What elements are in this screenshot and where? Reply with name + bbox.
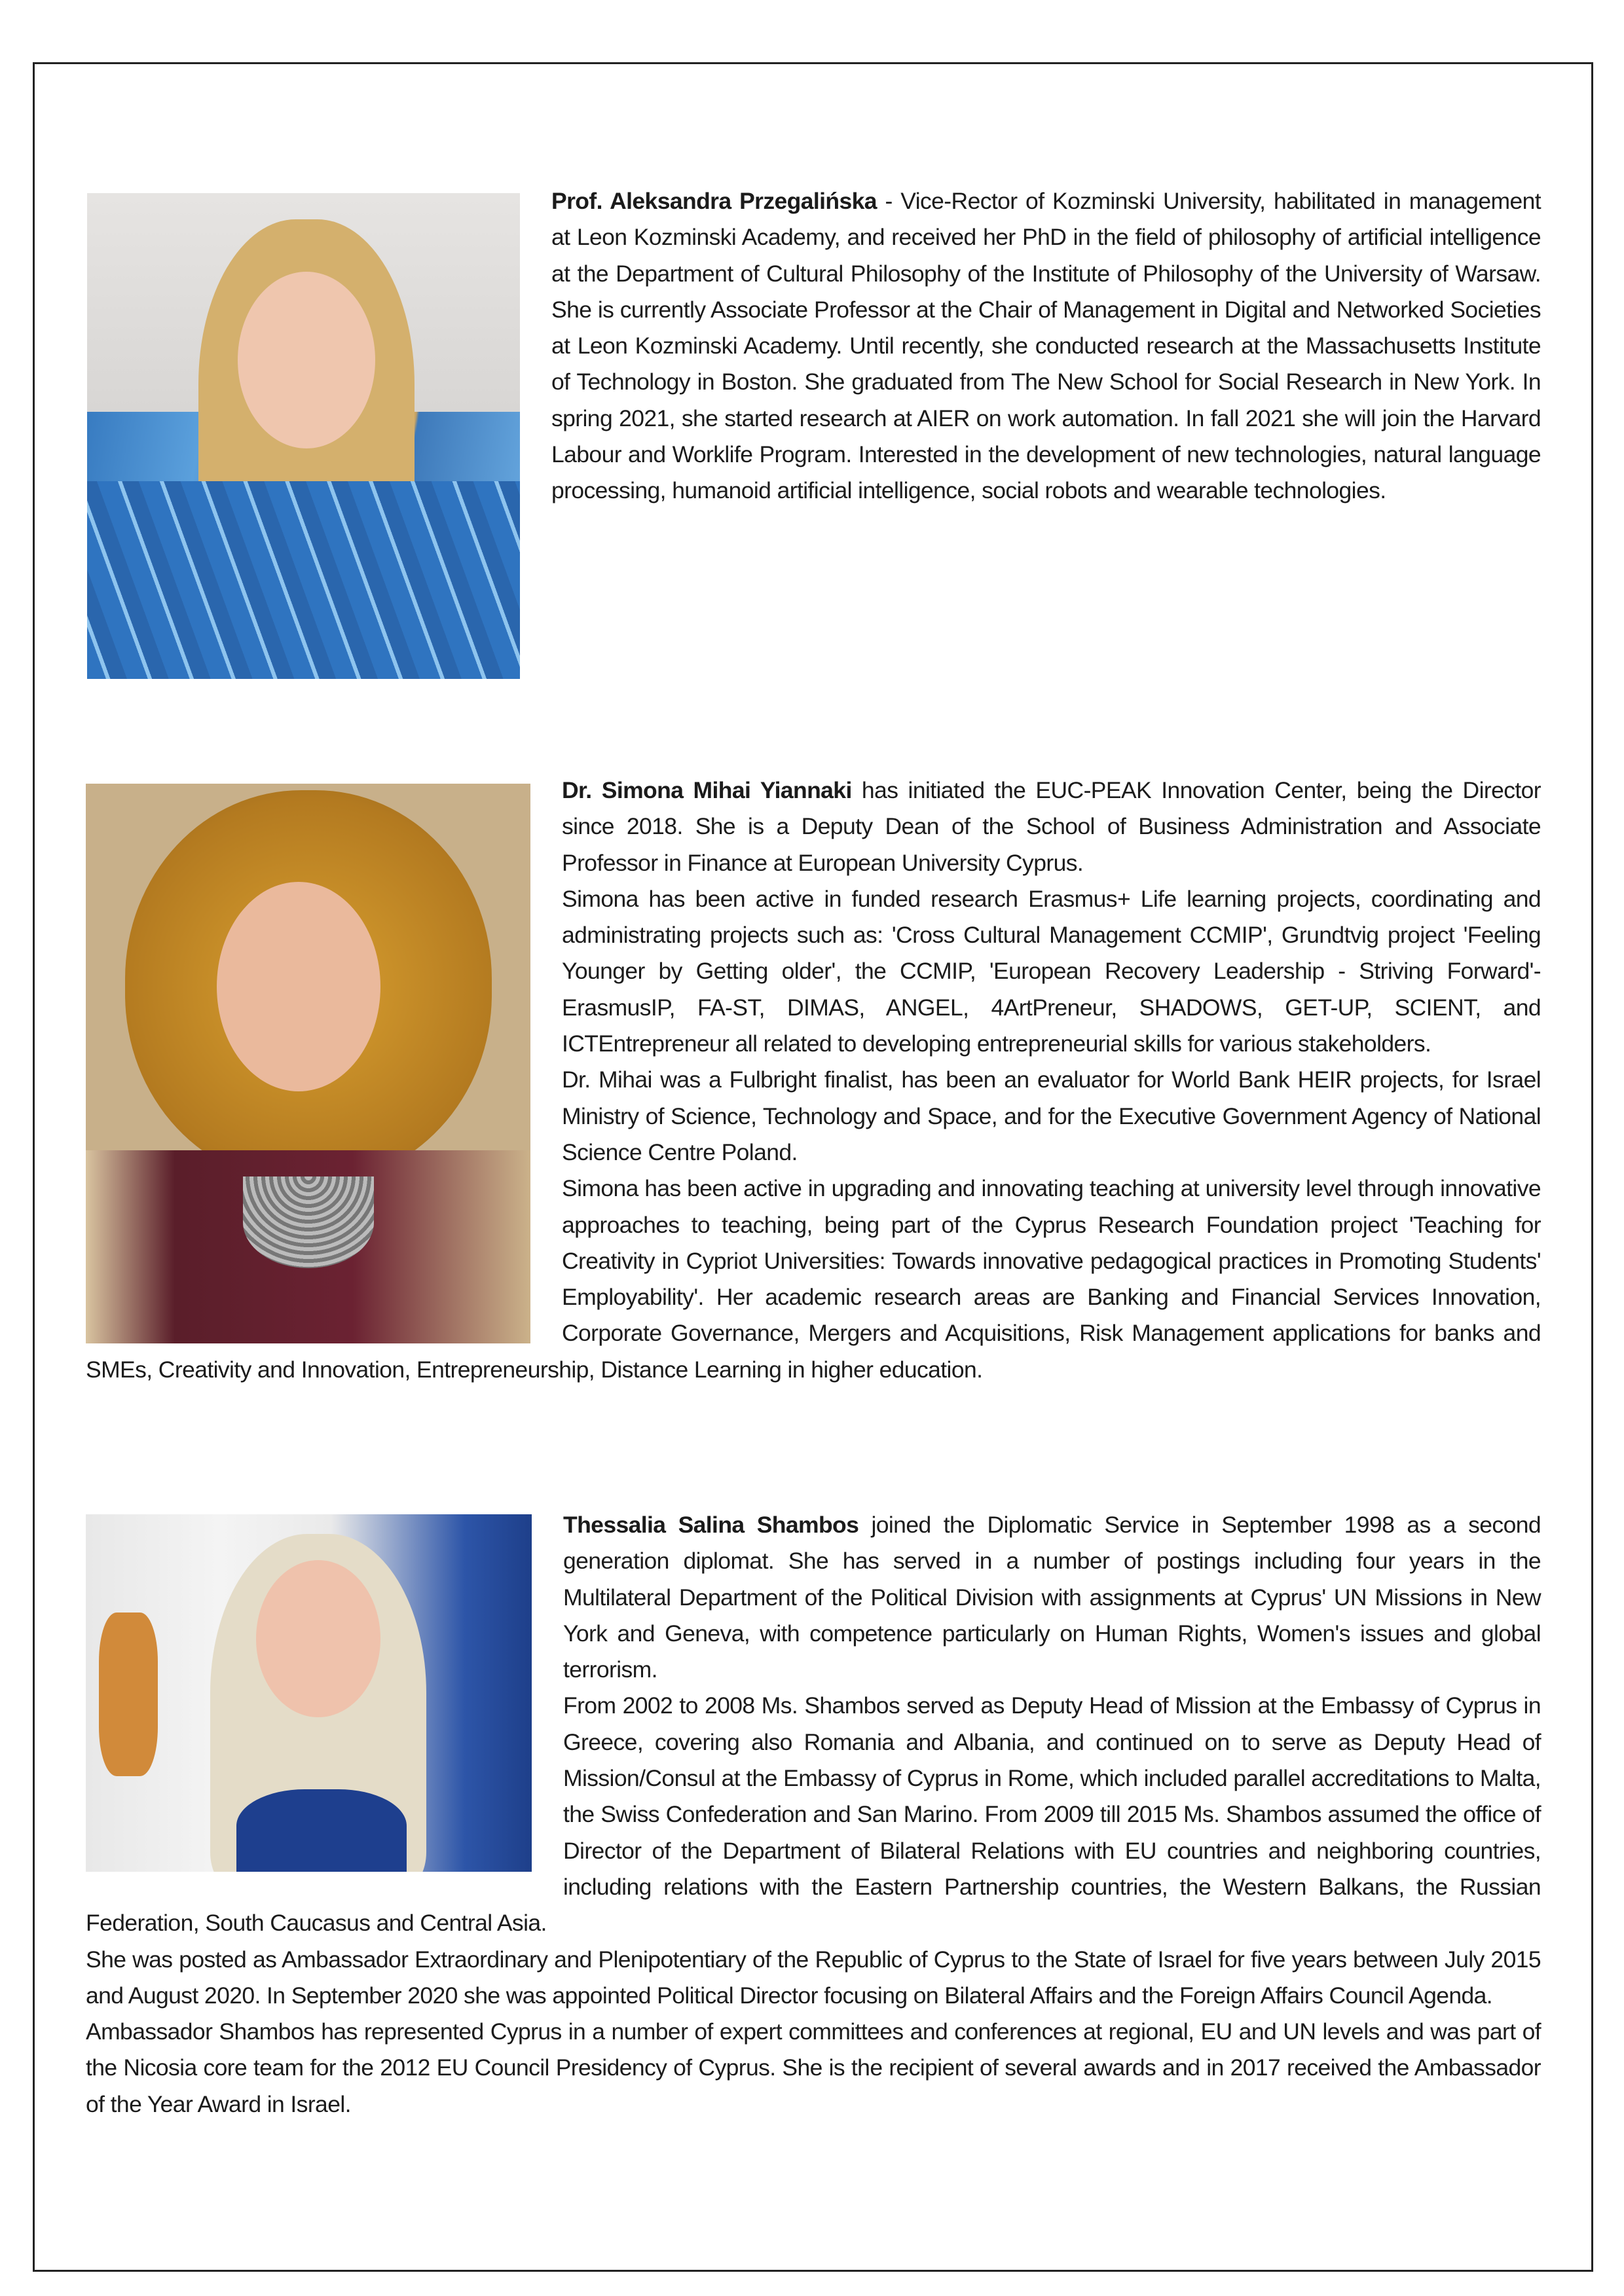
bio-name: Thessalia Salina Shambos — [563, 1512, 859, 1538]
bio-paragraph: Thessalia Salina Shambos joined the Diplomatic Service in September 1998 as a second generation diplomat. She has served in a number of postings including four years in the Multilateral Department of the Political Division with assignments at Cyprus' UN Missions in New York and Geneva, with competence particularly on Human Rights, Women's issues and global terrorism. — [563, 1512, 1541, 1683]
bio-paragraph: She was posted as Ambassador Extraordinary and Plenipotentiary of the Republic of Cyprus to the State of Israel for five years between July 2015 and August 2020. In September 2020 she was appointed Political Director focusing on Bilateral Affairs and the Foreign Affairs Council Agenda. — [86, 1946, 1541, 2009]
bio-yiannaki — [86, 773, 1541, 1388]
bio-paragraph: Prof. Aleksandra Przegalińska - Vice-Rector of Kozminski University, habilitated in management at Leon Kozminski Academy, and received her PhD in the field of philosophy of artificial intelligence at the Department of Cultural Philosophy of the Institute of Philosophy of the University of Warsaw. She is currently Associate Professor at the Chair of Management in Digital and Networked Societies at Leon Kozminski Academy. Until recently, she conducted research at the Massachusetts Institute of Technology in Boston. She graduated from The New School for Social Research in New York. In spring 2021, she started research at AIER on work automation. In fall 2021 she will join the Harvard Labour and Worklife Program. Interested in the development of new technologies, natural language processing, humanoid artificial intelligence, social robots and wearable technologies. — [551, 188, 1541, 504]
bio-przegalinska — [86, 183, 1541, 685]
bio-paragraph: From 2002 to 2008 Ms. Shambos served as Deputy Head of Mission at the Embassy of Cyprus in Greece, covering also Romania and Albania, and continued on to serve as Deputy Head of Mission/Consul at the Embassy of Cyprus in Rome, which included parallel accreditations to Malta, the Swiss Confederation and San Marino. From 2009 till 2015 Ms. Shambos assumed the office of Director of the Department of Bilateral Relations with EU countries and neighboring countries, including relations with the Eastern Partnership countries, the Western Balkans, the Russian Federation, South Caucasus and Central Asia. — [86, 1692, 1541, 1937]
portrait-photo-przegalinska — [87, 193, 520, 679]
bio-shambos — [86, 1507, 1541, 2123]
bio-name: Dr. Simona Mihai Yiannaki — [562, 777, 852, 803]
bio-name: Prof. Aleksandra Przegalińska — [551, 188, 877, 214]
bio-paragraph: Simona has been active in upgrading and innovating teaching at university level through innovative approaches to teaching, being part of the Cyprus Research Foundation project 'Teaching for Creativity in Cypriot Universities: Towards innovative pedagogical practices in Promoting Students' Employability'. Her academic research areas are Banking and Financial Services Innovation, Corporate Governance, Mergers and Acquisitions, Risk Management applications for banks and SMEs, Creativity and Innovation, Entrepreneurship, Distance Learning in higher education. — [86, 1175, 1541, 1383]
bio-paragraph: Ambassador Shambos has represented Cyprus in a number of expert committees and conferences at regional, EU and UN levels and was part of the Nicosia core team for the 2012 EU Council Presidency of Cyprus. She is the recipient of several awards and in 2017 received the Ambassador of the Year Award in Israel. — [86, 2018, 1541, 2117]
bio-paragraph: Simona has been active in funded research Erasmus+ Life learning projects, coordinating and administrating projects such as: 'Cross Cultural Management CCMIP', Grundtvig project 'Feeling Younger by Getting older', the CCMIP, 'European Recovery Leadership - Striving Forward'-ErasmusIP, FA-ST, DIMAS, ANGEL, 4ArtPreneur, SHADOWS, GET-UP, SCIENT, and ICTEntrepreneur all related to developing entrepreneurial skills for various stakeholders. — [562, 885, 1541, 1057]
bio-paragraph: Dr. Mihai was a Fulbright finalist, has been an evaluator for World Bank HEIR projects, for Israel Ministry of Science, Technology and Space, and for the Executive Government Agency of National Science Centre Poland. — [562, 1066, 1541, 1165]
portrait-photo-shambos — [86, 1514, 532, 1872]
portrait-photo-yiannaki — [86, 784, 530, 1343]
bio-paragraph: Dr. Simona Mihai Yiannaki has initiated the EUC-PEAK Innovation Center, being the Director since 2018. She is a Deputy Dean of the School of Business Administration and Associate Professor in Finance at European University Cyprus. — [562, 777, 1541, 876]
